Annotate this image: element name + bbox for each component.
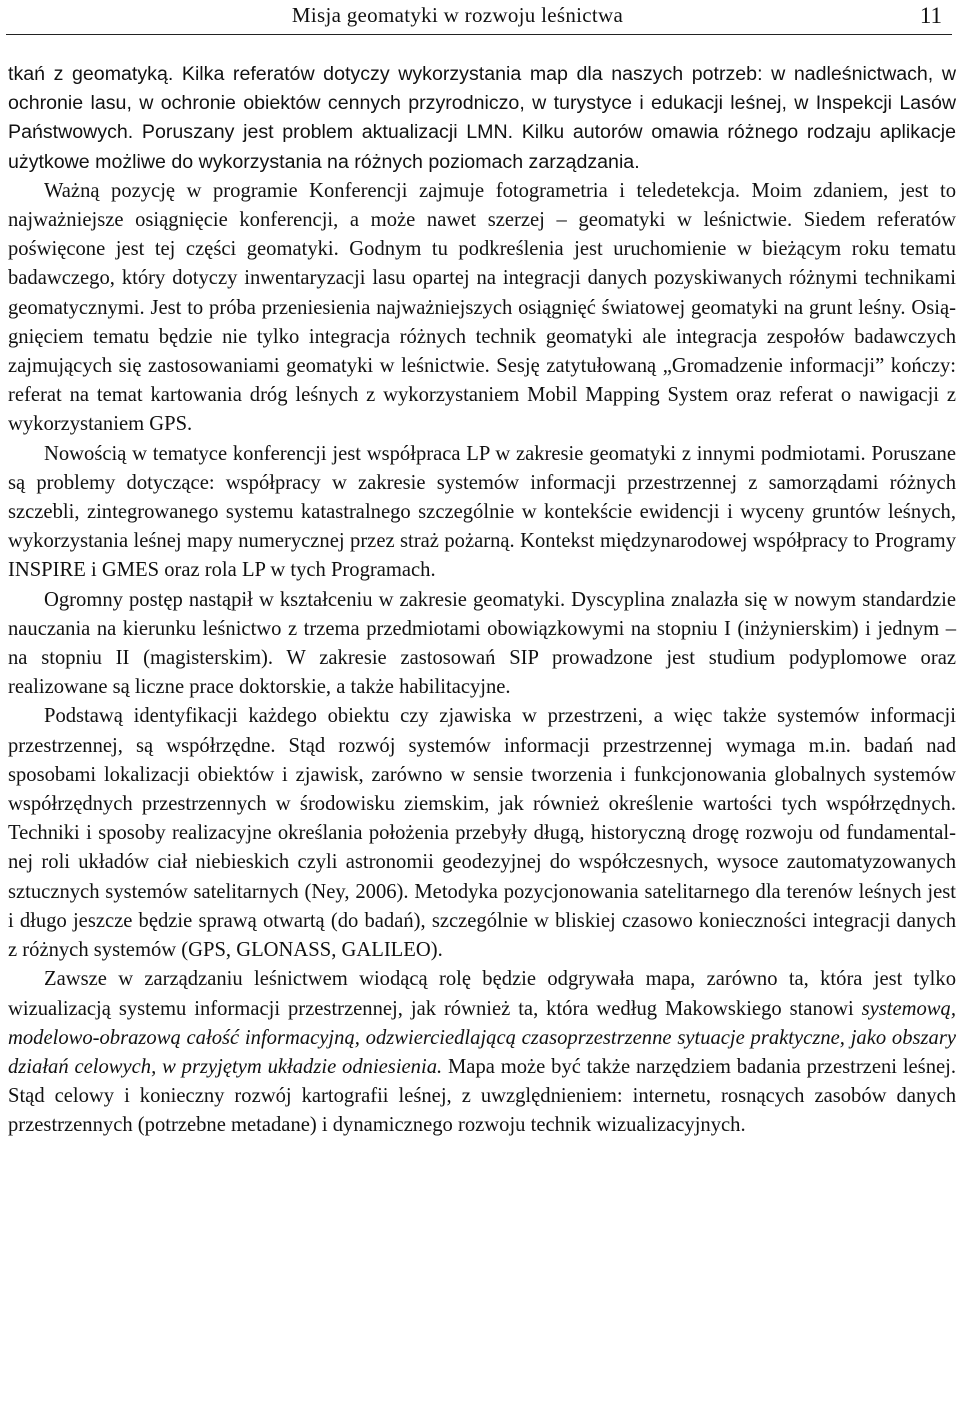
paragraph-cartography-lead: Zawsze w zarządzaniu leśnictwem wiodącą rolę będzie odgrywała mapa, zarówno ta, która jest tylko wizualizacją systemu informacji przestrzennej, jak również ta, która według Makowskiego stanowi bbox=[8, 968, 956, 1020]
makowski-quote: systemową, modelowo-obrazową całość informacyjną, odzwierciedlającą czasoprzestrzenne sytuacje praktyczne, jako obszary działań celowych, w przyjętym układzie odniesienia. bbox=[8, 997, 956, 1078]
page-number: 11 bbox=[919, 3, 942, 28]
paragraph-education: Ogromny postęp nastąpił w kształceniu w zakresie geomatyki. Dyscyplina znalazła się w nowym standardzie nauczania na kierunku leśnictwo z trzema przedmiotami obowiązkowymi na stopniu I (inżynierskim) i jednym – na stopniu II (magisterskim). W zakresie zastosowań SIP prowadzone jest studium podyplomowe oraz realizowane są liczne prace doktorskie, a także habilitacyjne. bbox=[8, 588, 956, 699]
article-body bbox=[8, 60, 956, 1141]
paragraph-cartography-tail: Mapa może być także narzędziem badania przestrzeni leśnej. Stąd celowy i konieczny rozwój kartografii leśnej, z uwzględnieniem: internetu, rosnących zasobów danych przestrzennych (potrzebne metadane) i dynamicznego rozwoju technik wizualizacyjnych. bbox=[8, 1055, 957, 1137]
running-header bbox=[6, 0, 952, 35]
running-title: Misja geomatyki w rozwoju leśnictwa bbox=[291, 3, 624, 27]
paragraph-coordinates: Podstawą identyfikacji każdego obiektu czy zjawiska w przestrzeni, a więc także systemów informacji przestrzennej, są współrzędne. Stąd rozwój systemów informacji przestrzennej wymaga m.in. badań nad sposobami lokalizacji obiektów i zjawisk, zarówno w sensie tworzenia i funkcjonowania globalnych systemów współrzędnych przestrzennych w środowisku ziemskim, jak również określenie wartości tych współrzędnych. Techniki i sposoby realizacyjne określania położenia przebyły długą, historyczną drogę rozwoju od fundamentalnej roli układów ciał niebieskich czyli astronomii geodezyjnej do współczesnych, wysoce zautomatyzowanych sztucznych systemów satelitarnych (Ney, 2006). Metodyka pozycjonowania satelitarnego dla terenów leśnych jest i długo jeszcze będzie sprawą otwartą (do badań), szczególnie w bliskiej czasowo konieczności integracji danych z różnych systemów (GPS, GLONASS, GALILEO). bbox=[8, 705, 956, 962]
paragraph-continuation: tkań z geomatyką. Kilka referatów dotyczy wykorzystania map dla naszych potrzeb: w nadleśnictwach, w ochronie lasu, w ochronie obiektów cennych przyrodniczo, w turystyce i edukacji leśnej, w Inspekcji Lasów Państwowych. Poruszany jest problem aktualizacji LMN. Kilku autorów omawia różnego rodzaju aplikacje użytkowe możliwe do wykorzystania na różnych poziomach zarządzania. bbox=[8, 63, 956, 173]
paragraph-cooperation: Nowością w tematyce konferencji jest współpraca LP w zakresie geomatyki z innymi podmiotami. Poruszane są problemy dotyczące: współpracy w zakresie systemów informacji przestrzennej z samorządami różnych szczebli, zintegrowanego systemu katastralnego szczególnie w kontekście ewidencji i wyceny gruntów leśnych, wykorzystania leśnej mapy numerycznej przez straż pożarną. Kontekst międzynarodowej współpracy to Programy INSPIRE i GMES oraz rola LP w tych Programach. bbox=[8, 442, 956, 582]
paragraph-cartography bbox=[8, 965, 956, 1140]
paragraph-photogrammetry: Ważną pozycję w programie Konferencji zajmuje fotogrametria i teledetekcja. Moim zdaniem, jest to najważniejsze osiągnięcie konferencji, a może nawet szerzej – geomatyki w leśnictwie. Siedem referatów poświęcone jest tej części geomatyki. Godnym tu podkreślenia jest uruchomienie w bieżącym roku tematu badawczego, który dotyczy inwentaryzacji lasu opartej na integracji danych pozyskiwanych różnymi technikami geomatycznymi. Jest to próba przeniesienia najważniejszych osiągnięć światowej geomatyki na grunt leśny. Osiągnięciem tematu będzie nie tylko integracja różnych technik geomatyki ale integracja zespołów badawczych zajmujących się zastosowaniami geomatyki w leśnictwie. Sesję zatytułowaną „Gromadzenie informacji” kończy: referat na temat kartowania dróg leśnych z wykorzystaniem Mobil Mapping System oraz referat o nawigacji z wykorzystaniem GPS. bbox=[8, 179, 956, 436]
